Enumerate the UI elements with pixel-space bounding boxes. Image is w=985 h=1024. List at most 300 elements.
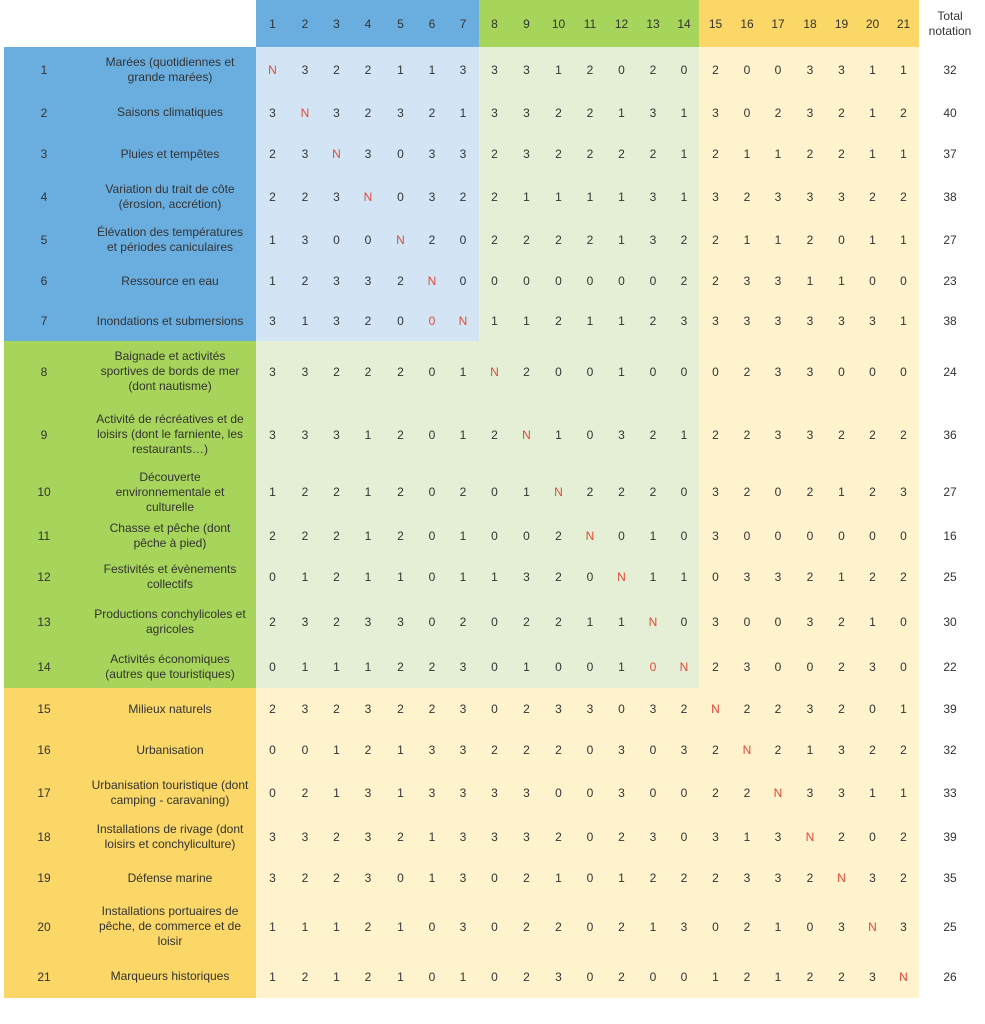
row-label-line: pêche à pied)	[133, 536, 207, 550]
row-label	[84, 133, 256, 175]
matrix-cell: 2	[574, 92, 606, 133]
matrix-cell: 3	[417, 770, 447, 816]
matrix-cell: 3	[857, 955, 888, 998]
matrix-cell: 1	[606, 599, 637, 645]
row-label	[84, 261, 256, 301]
matrix-cell: 3	[794, 599, 826, 645]
row-label-line: environnementale et	[115, 484, 225, 499]
matrix-cell: N	[637, 599, 669, 645]
matrix-cell: 3	[510, 816, 543, 858]
matrix-row	[0, 599, 981, 645]
matrix-cell: 2	[510, 341, 543, 402]
matrix-cell: 3	[669, 301, 699, 341]
matrix-cell: 1	[762, 133, 794, 175]
row-number: 13	[4, 599, 84, 645]
matrix-cell: 3	[826, 175, 857, 219]
matrix-cell: 2	[417, 645, 447, 688]
row-label-line: Marées (quotidiennes et	[105, 54, 235, 69]
matrix-cell: 3	[321, 301, 352, 341]
matrix-cell: 3	[289, 219, 321, 261]
row-number: 6	[4, 261, 84, 301]
matrix-row	[0, 261, 981, 301]
matrix-cell: 2	[888, 402, 919, 467]
matrix-cell: N	[384, 219, 417, 261]
matrix-cell: 2	[699, 219, 732, 261]
matrix-cell: 2	[479, 730, 510, 770]
row-total: 32	[943, 743, 957, 757]
row-total: 22	[943, 659, 957, 674]
matrix-cell: 1	[762, 898, 794, 955]
matrix-cell: 3	[732, 858, 762, 898]
matrix-cell: 0	[447, 261, 479, 301]
matrix-cell: 2	[510, 898, 543, 955]
row-number: 5	[4, 219, 84, 261]
matrix-cell: 1	[543, 402, 574, 467]
matrix-cell: 1	[510, 467, 543, 517]
matrix-cell: 2	[732, 341, 762, 402]
matrix-cell: 1	[352, 645, 384, 688]
matrix-cell: 3	[510, 770, 543, 816]
matrix-cell: 0	[762, 467, 794, 517]
matrix-cell: 2	[732, 467, 762, 517]
row-number: 8	[4, 341, 84, 402]
matrix-cell: 1	[289, 555, 321, 599]
matrix-cell: 3	[289, 402, 321, 467]
matrix-cell: 2	[857, 730, 888, 770]
row-label	[84, 555, 256, 599]
matrix-cell: 1	[479, 555, 510, 599]
matrix-cell: 3	[321, 261, 352, 301]
matrix-cell: N	[574, 517, 606, 555]
matrix-cell: 0	[606, 261, 637, 301]
matrix-cell: 0	[794, 645, 826, 688]
matrix-cell: 2	[352, 341, 384, 402]
matrix-cell: 3	[352, 770, 384, 816]
matrix-cell: 2	[606, 816, 637, 858]
matrix-cell: 1	[321, 898, 352, 955]
matrix-cell: 1	[510, 175, 543, 219]
matrix-cell: 0	[826, 341, 857, 402]
matrix-cell: 2	[352, 898, 384, 955]
matrix-row	[0, 688, 981, 730]
row-label-line: Baignade et activités	[114, 349, 226, 363]
matrix-cell: 2	[543, 219, 574, 261]
matrix-cell: 1	[826, 467, 857, 517]
column-header-1: 1	[256, 0, 289, 47]
matrix-cell: 1	[289, 645, 321, 688]
matrix-cell: 1	[732, 133, 762, 175]
matrix-cell: 2	[699, 47, 732, 92]
matrix-cell: 2	[510, 955, 543, 998]
matrix-cell: 0	[417, 341, 447, 402]
matrix-cell: 1	[352, 467, 384, 517]
matrix-cell: 1	[447, 517, 479, 555]
matrix-cell: 2	[543, 599, 574, 645]
matrix-cell: 0	[417, 467, 447, 517]
matrix-cell: 2	[417, 92, 447, 133]
row-label-line: Découverte	[139, 469, 201, 484]
matrix-cell: 3	[289, 47, 321, 92]
matrix-cell: 2	[479, 175, 510, 219]
matrix-cell: 2	[321, 467, 352, 517]
matrix-cell: 0	[479, 599, 510, 645]
matrix-cell: 1	[447, 341, 479, 402]
matrix-cell: 0	[732, 92, 762, 133]
matrix-cell: 2	[321, 47, 352, 92]
matrix-cell: 3	[256, 858, 289, 898]
matrix-cell: 2	[289, 517, 321, 555]
matrix-cell: 3	[762, 402, 794, 467]
matrix-cell: 0	[794, 898, 826, 955]
matrix-cell: 0	[321, 219, 352, 261]
matrix-cell: 0	[637, 645, 669, 688]
column-header-18: 18	[794, 0, 826, 47]
matrix-cell: 0	[669, 517, 699, 555]
matrix-cell: 0	[606, 47, 637, 92]
matrix-cell: 2	[256, 133, 289, 175]
matrix-cell: 0	[479, 261, 510, 301]
matrix-cell: 1	[732, 816, 762, 858]
matrix-cell: 2	[762, 688, 794, 730]
column-header-9: 9	[510, 0, 543, 47]
matrix-cell: 1	[510, 301, 543, 341]
matrix-cell: 2	[321, 555, 352, 599]
matrix-cell: 2	[794, 555, 826, 599]
matrix-cell: N	[857, 898, 888, 955]
row-label	[84, 341, 256, 402]
matrix-cell: 0	[637, 730, 669, 770]
matrix-cell: 2	[699, 770, 732, 816]
matrix-cell: 2	[543, 816, 574, 858]
row-label	[84, 402, 256, 467]
row-total: 35	[943, 871, 957, 885]
matrix-cell: 2	[732, 402, 762, 467]
matrix-cell: 0	[479, 688, 510, 730]
matrix-cell: 0	[732, 517, 762, 555]
matrix-cell: 0	[699, 555, 732, 599]
matrix-cell: 1	[888, 133, 919, 175]
matrix-cell: 3	[510, 47, 543, 92]
matrix-cell: 2	[289, 261, 321, 301]
matrix-cell: 3	[794, 175, 826, 219]
matrix-cell: 0	[417, 955, 447, 998]
row-label-line: camping - caravaning)	[110, 793, 230, 807]
row-label-line: Festivités et évènements	[103, 562, 237, 576]
row-label	[84, 467, 256, 517]
matrix-row	[0, 955, 981, 998]
matrix-cell: 2	[669, 688, 699, 730]
matrix-cell: 0	[543, 261, 574, 301]
row-label-line: Inondations et submersions	[96, 313, 244, 328]
matrix-cell: 0	[384, 133, 417, 175]
matrix-row	[0, 175, 981, 219]
row-number: 20	[4, 898, 84, 955]
matrix-cell: 2	[732, 688, 762, 730]
matrix-cell: 3	[352, 261, 384, 301]
matrix-cell: 3	[826, 730, 857, 770]
row-label-line: Pluies et tempêtes	[120, 146, 220, 161]
matrix-cell: 2	[384, 341, 417, 402]
matrix-cell: 2	[669, 858, 699, 898]
matrix-cell: 2	[510, 219, 543, 261]
matrix-cell: 0	[762, 47, 794, 92]
matrix-cell: N	[543, 467, 574, 517]
row-label-line: pêche, de commerce et de	[98, 919, 242, 933]
matrix-cell: 2	[574, 47, 606, 92]
matrix-cell: 1	[384, 47, 417, 92]
row-label	[84, 92, 256, 133]
matrix-cell: N	[699, 688, 732, 730]
matrix-cell: 2	[289, 175, 321, 219]
matrix-cell: N	[606, 555, 637, 599]
matrix-cell: 1	[669, 555, 699, 599]
matrix-cell: 1	[888, 219, 919, 261]
matrix-cell: 2	[794, 467, 826, 517]
row-total: 30	[943, 615, 957, 629]
matrix-cell: 0	[574, 816, 606, 858]
total-header-line2: notation	[928, 23, 972, 38]
matrix-cell: 3	[417, 730, 447, 770]
matrix-cell: 2	[352, 955, 384, 998]
matrix-cell: 0	[417, 402, 447, 467]
matrix-cell: 1	[417, 47, 447, 92]
matrix-cell: 1	[732, 219, 762, 261]
column-header-19: 19	[826, 0, 857, 47]
matrix-cell: 3	[762, 175, 794, 219]
matrix-cell: 3	[543, 688, 574, 730]
matrix-cell: 2	[384, 402, 417, 467]
matrix-cell: 2	[888, 858, 919, 898]
matrix-cell: 1	[384, 770, 417, 816]
row-number: 7	[4, 301, 84, 341]
matrix-cell: 3	[543, 955, 574, 998]
matrix-cell: 3	[637, 688, 669, 730]
matrix-cell: 3	[826, 898, 857, 955]
matrix-cell: 3	[447, 688, 479, 730]
matrix-row	[0, 858, 981, 898]
matrix-cell: 2	[352, 47, 384, 92]
row-label	[84, 770, 256, 816]
matrix-cell: 3	[762, 555, 794, 599]
row-label-line: loisirs (dont le farniente, les	[96, 427, 244, 441]
matrix-cell: 2	[826, 599, 857, 645]
matrix-cell: 2	[479, 133, 510, 175]
column-header-8: 8	[479, 0, 510, 47]
matrix-cell: 2	[289, 770, 321, 816]
matrix-cell: 1	[289, 898, 321, 955]
matrix-cell: 2	[574, 219, 606, 261]
matrix-cell: 0	[826, 219, 857, 261]
row-label-line: sportives de bords de mer	[100, 364, 240, 378]
matrix-cell: 3	[479, 47, 510, 92]
matrix-cell: 2	[417, 219, 447, 261]
matrix-cell: 0	[256, 555, 289, 599]
matrix-cell: 2	[543, 133, 574, 175]
matrix-cell: 0	[669, 341, 699, 402]
column-header-7: 7	[447, 0, 479, 47]
header-row	[0, 0, 981, 47]
matrix-cell: 1	[762, 955, 794, 998]
matrix-cell: N	[417, 261, 447, 301]
row-label-line: Installations de rivage (dont	[96, 822, 244, 836]
matrix-cell: 0	[256, 730, 289, 770]
matrix-cell: 3	[762, 816, 794, 858]
matrix-cell: 1	[857, 599, 888, 645]
matrix-row	[0, 898, 981, 955]
matrix-cell: 1	[606, 645, 637, 688]
matrix-cell: 3	[888, 467, 919, 517]
matrix-cell: 0	[762, 599, 794, 645]
matrix-cell: 1	[574, 599, 606, 645]
matrix-cell: 2	[543, 730, 574, 770]
matrix-cell: 1	[352, 402, 384, 467]
matrix-cell: N	[669, 645, 699, 688]
matrix-cell: 1	[256, 261, 289, 301]
matrix-cell: 2	[510, 730, 543, 770]
matrix-cell: 3	[447, 730, 479, 770]
matrix-cell: 2	[510, 858, 543, 898]
matrix-cell: 3	[637, 219, 669, 261]
matrix-cell: 3	[794, 301, 826, 341]
matrix-cell: 1	[417, 858, 447, 898]
matrix-cell: 0	[888, 645, 919, 688]
row-total: 25	[943, 570, 957, 584]
row-number: 1	[4, 47, 84, 92]
matrix-cell: 2	[794, 133, 826, 175]
column-header-13: 13	[637, 0, 669, 47]
matrix-cell: 0	[543, 770, 574, 816]
matrix-cell: 2	[699, 858, 732, 898]
matrix-cell: 2	[479, 402, 510, 467]
matrix-cell: 3	[510, 92, 543, 133]
matrix-cell: 0	[762, 517, 794, 555]
matrix-cell: 0	[384, 858, 417, 898]
matrix-cell: 1	[888, 688, 919, 730]
row-number: 12	[4, 555, 84, 599]
matrix-cell: 2	[637, 402, 669, 467]
matrix-row	[0, 467, 981, 517]
matrix-cell: 3	[699, 816, 732, 858]
matrix-cell: 1	[256, 219, 289, 261]
matrix-cell: 3	[447, 645, 479, 688]
matrix-cell: 1	[857, 133, 888, 175]
matrix-cell: 3	[447, 816, 479, 858]
matrix-cell: 3	[352, 688, 384, 730]
matrix-cell: 3	[256, 92, 289, 133]
matrix-cell: 1	[699, 955, 732, 998]
matrix-cell: 2	[699, 402, 732, 467]
matrix-cell: 3	[637, 816, 669, 858]
row-total: 25	[943, 919, 957, 934]
matrix-cell: 2	[888, 555, 919, 599]
matrix-cell: 0	[606, 688, 637, 730]
column-header-11: 11	[574, 0, 606, 47]
matrix-cell: 2	[321, 517, 352, 555]
row-label-line: loisirs et conchyliculture)	[104, 837, 236, 851]
matrix-cell: 3	[794, 688, 826, 730]
column-header-21: 21	[888, 0, 919, 47]
matrix-cell: 1	[857, 770, 888, 816]
matrix-cell: 3	[699, 175, 732, 219]
matrix-cell: 3	[794, 402, 826, 467]
matrix-cell: 3	[352, 133, 384, 175]
matrix-cell: 1	[417, 816, 447, 858]
column-header-14: 14	[669, 0, 699, 47]
matrix-cell: 2	[637, 301, 669, 341]
matrix-cell: 0	[574, 555, 606, 599]
matrix-cell: 3	[352, 816, 384, 858]
matrix-cell: 0	[256, 645, 289, 688]
matrix-cell: N	[289, 92, 321, 133]
matrix-cell: 2	[794, 858, 826, 898]
matrix-cell: 0	[857, 688, 888, 730]
matrix-cell: 0	[479, 467, 510, 517]
matrix-cell: 2	[826, 816, 857, 858]
row-label-line: Défense marine	[127, 870, 213, 885]
row-total: 27	[943, 233, 957, 247]
matrix-cell: 2	[289, 467, 321, 517]
matrix-row	[0, 555, 981, 599]
matrix-cell: 2	[699, 730, 732, 770]
matrix-cell: 3	[762, 341, 794, 402]
matrix-cell: 1	[669, 92, 699, 133]
matrix-cell: 0	[857, 517, 888, 555]
row-label-line: et périodes caniculaires	[106, 240, 234, 254]
matrix-cell: 2	[606, 898, 637, 955]
matrix-cell: 1	[888, 301, 919, 341]
matrix-cell: 2	[510, 599, 543, 645]
matrix-cell: 3	[510, 133, 543, 175]
matrix-cell: 1	[321, 770, 352, 816]
matrix-cell: 1	[352, 555, 384, 599]
row-number: 18	[4, 816, 84, 858]
row-total: 27	[943, 485, 957, 499]
matrix-cell: 3	[447, 47, 479, 92]
matrix-cell: 1	[606, 175, 637, 219]
matrix-cell: 2	[479, 219, 510, 261]
column-header-15: 15	[699, 0, 732, 47]
row-label-line: Urbanisation	[136, 742, 204, 757]
row-label-line: Productions conchylicoles et	[94, 607, 246, 621]
matrix-cell: 3	[479, 816, 510, 858]
matrix-cell: 3	[637, 175, 669, 219]
matrix-cell: 3	[447, 858, 479, 898]
matrix-row	[0, 92, 981, 133]
row-number: 21	[4, 955, 84, 998]
row-label-line: Variation du trait de côte	[105, 182, 235, 196]
matrix-cell: 2	[732, 898, 762, 955]
matrix-cell: 1	[606, 301, 637, 341]
matrix-cell: 3	[447, 898, 479, 955]
matrix-cell: 2	[857, 555, 888, 599]
matrix-cell: 1	[352, 517, 384, 555]
matrix-cell: 1	[321, 645, 352, 688]
matrix-cell: 0	[574, 898, 606, 955]
row-label-line: Milieux naturels	[128, 701, 212, 716]
matrix-cell: 1	[447, 955, 479, 998]
matrix-cell: 0	[826, 517, 857, 555]
matrix-cell: 3	[637, 92, 669, 133]
matrix-cell: 2	[352, 730, 384, 770]
matrix-cell: 2	[543, 517, 574, 555]
matrix-cell: 2	[888, 730, 919, 770]
row-number: 19	[4, 858, 84, 898]
matrix-cell: 3	[256, 341, 289, 402]
matrix-cell: 3	[699, 92, 732, 133]
matrix-cell: 2	[574, 467, 606, 517]
matrix-cell: 2	[732, 955, 762, 998]
matrix-cell: 0	[574, 645, 606, 688]
